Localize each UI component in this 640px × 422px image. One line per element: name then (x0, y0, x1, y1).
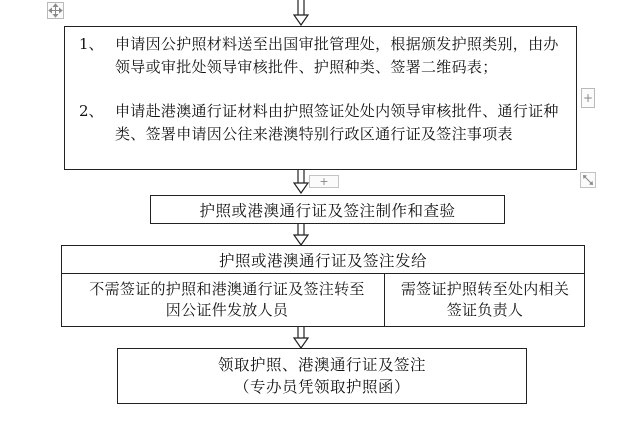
flow-arrow-1 (291, 0, 311, 26)
step-3-left-cell: 不需签证的护照和港澳通行证及签注转至因公证件发放人员 (89, 280, 365, 319)
step-3-title-text: 护照或港澳通行证及签注发给 (218, 251, 427, 270)
resize-handle[interactable] (580, 172, 596, 188)
diagonal-resize-icon (580, 172, 596, 188)
flow-arrow-2 (291, 170, 311, 194)
step-box-submit-application (64, 26, 577, 170)
step-item-2-text: 申请赴港澳通行证材料由护照签证处处内领导审核批件、通行证种类、签署申请因公往来港澳特别行政区通行证及签注事项表 (115, 102, 559, 143)
flow-arrow-3 (291, 224, 311, 246)
add-handle-bottom[interactable] (309, 175, 339, 188)
step-box-issue-documents (61, 245, 585, 327)
step-box-production-check (150, 195, 505, 224)
add-handle-right[interactable] (581, 88, 595, 108)
plus-icon: + (319, 175, 329, 188)
step-2-text: 护照或港澳通行证及签注制作和查验 (199, 201, 456, 220)
move-handle[interactable] (47, 2, 64, 19)
flow-arrow-4 (291, 327, 311, 349)
step-item-1-text: 申请因公护照材料送至出国审批管理处，根据颁发护照类别，由办领导或审批处领导审核批件、护照种类、签署二维码表； (115, 35, 559, 76)
step-4-line-2: （专办员凭领取护照函） (233, 378, 410, 396)
move-arrows-icon (48, 3, 63, 18)
item-number-1: 1、 (79, 35, 104, 53)
step-3-divider (384, 274, 385, 327)
plus-icon: + (582, 91, 594, 105)
step-3-right-cell: 需签证护照转至处内相关签证负责人 (400, 280, 570, 319)
step-3-title (62, 246, 584, 274)
step-box-collect-documents (117, 348, 527, 404)
step-4-line-1: 领取护照、港澳通行证及签注 (217, 356, 426, 374)
item-number-2: 2、 (79, 102, 104, 120)
